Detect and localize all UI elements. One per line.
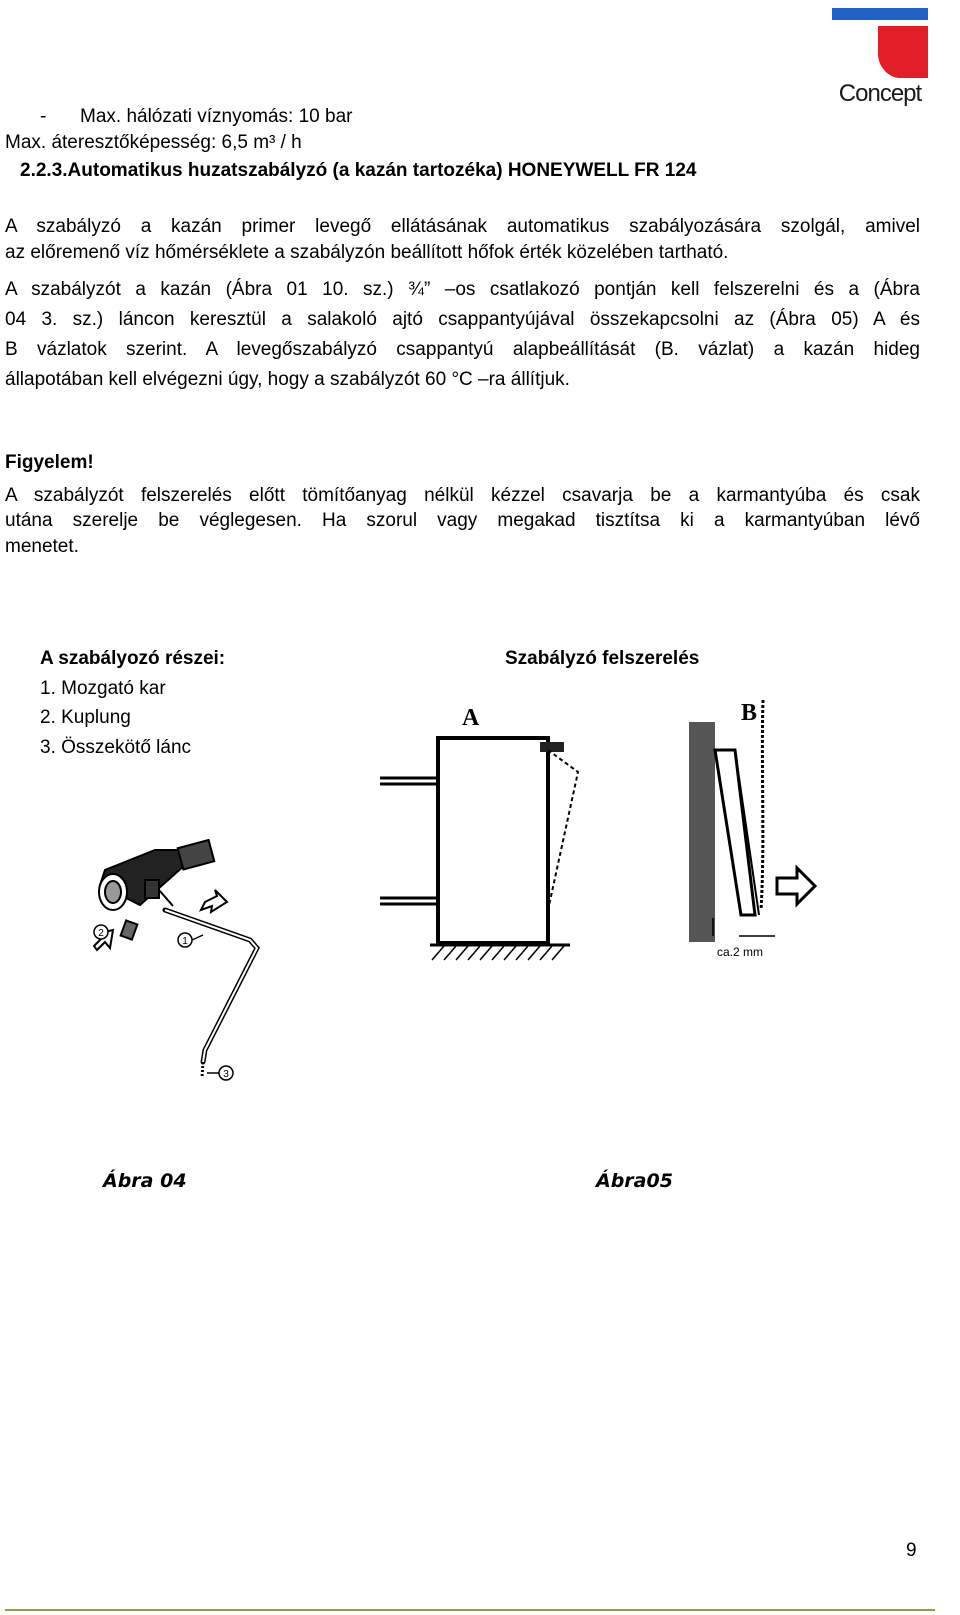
paragraph-2-line-1: A szabályzót a kazán (Ábra 01 10. sz.) ¾” –os csatlakozó pontján kell felszerelni és a (Ábra — [5, 279, 920, 300]
regulator-mount — [540, 742, 564, 752]
arrow-right-icon — [777, 868, 815, 904]
logo-text: Concept — [838, 80, 922, 107]
parts-item-1: 1. Mozgató kar — [40, 678, 166, 699]
warning-line-2: utána szerelje be véglegesen. Ha szorul vagy megakad tisztítsa ki a karmantyúban lévő — [5, 510, 920, 531]
paragraph-1-line-2: az előremenő víz hőmérséklete a szabályzón beállított hőfok érték közelében tartható. — [5, 242, 729, 263]
boiler-wall — [689, 722, 715, 942]
paragraph-2-line-3: B vázlatok szerint. A levegőszabályzó csappantyú alapbeállítását (B. vázlat) a kazán hideg — [5, 339, 920, 360]
max-flow-text: Max. áteresztőképesség: 6,5 m³ / h — [5, 132, 302, 153]
parts-item-2: 2. Kuplung — [40, 707, 131, 728]
max-pressure-text: Max. hálózati víznyomás: 10 bar — [80, 106, 353, 127]
figure-05-sketch-b — [665, 690, 825, 970]
parts-title: A szabályozó részei: — [40, 648, 226, 669]
warning-title: Figyelem! — [5, 452, 94, 473]
paragraph-2-line-2: 04 3. sz.) láncon keresztül a salakoló ajtó csappantyújával összekapcsolni az (Ábra 05) A és — [5, 309, 920, 330]
figure-04-caption: Ábra 04 — [103, 1170, 187, 1192]
installation-title: Szabályzó felszerelés — [505, 648, 700, 669]
regulator-body — [99, 840, 214, 910]
callout-3 — [207, 1066, 233, 1080]
figure-04-regulator-drawing — [85, 830, 275, 1090]
section-heading — [20, 160, 696, 182]
air-flap — [548, 750, 578, 910]
parts-item-3: 3. Összekötő lánc — [40, 737, 192, 758]
flap-plate — [715, 750, 755, 915]
flap-chain — [761, 700, 763, 910]
coupling-part — [121, 920, 138, 939]
sketch-a-label: A — [462, 705, 480, 731]
warning-line-3: menetet. — [5, 536, 79, 557]
concept-logo — [828, 6, 932, 110]
callout-1-label: 1 — [182, 936, 188, 947]
paragraph-1-line-1: A szabályzó a kazán primer levegő ellátásának automatikus szabályozására szolgál, amivel — [5, 216, 920, 237]
figure-05-caption: Ábra05 — [596, 1170, 673, 1192]
page-number: 9 — [906, 1540, 917, 1561]
paragraph-2-line-4: állapotában kell elvégezni úgy, hogy a szabályzót 60 °C –ra állítjuk. — [5, 369, 570, 390]
footer-rule — [5, 1609, 935, 1611]
warning-line-1: A szabályzót felszerelés előtt tömítőanyag nélkül kézzel csavarja be a karmantyúba és csak — [5, 485, 920, 506]
section-number: 2.2.3. — [20, 160, 68, 181]
figure-05-sketch-a — [370, 690, 580, 970]
boiler-pipes — [380, 778, 438, 904]
dash-bullet: - — [40, 106, 47, 127]
dimension-label: ca.2 mm — [717, 945, 764, 959]
sketch-b-label: B — [741, 700, 758, 726]
callout-3-label: 3 — [223, 1069, 229, 1080]
floor-hatch — [432, 946, 564, 960]
section-title: Automatikus huzatszabályzó (a kazán tartozéka) HONEYWELL FR 124 — [67, 160, 697, 181]
callout-2-label: 2 — [98, 928, 104, 939]
boiler-body — [438, 738, 548, 943]
